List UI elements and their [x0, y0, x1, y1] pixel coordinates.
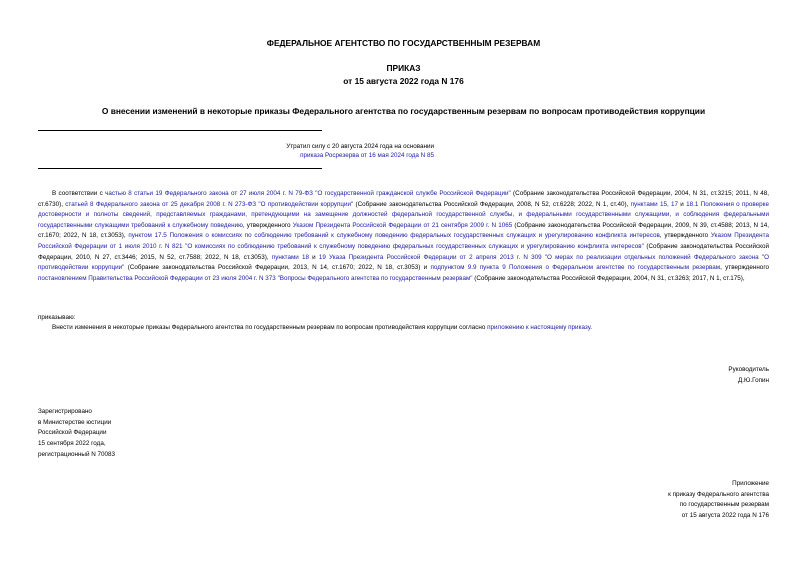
appendix-block — [668, 479, 769, 522]
document-date-heading: от 15 августа 2022 года N 176 — [343, 76, 464, 86]
point-18-1-link[interactable]: 18.1 Положения о проверке достоверности и полноты сведений, представляемых гражданами, претендующими на замещение должностей федеральной государственной службы, и федеральными государственными служащими, и соблюдения федеральными государственными служащими требований к служебному поведению — [38, 200, 769, 229]
status-note-link-line — [38, 151, 434, 160]
signatory-title: Руководитель — [728, 366, 769, 373]
signatory-name: Д.Ю.Гопин — [737, 377, 769, 384]
preamble-text: , утвержденного — [659, 232, 711, 240]
order-text-end: . — [590, 324, 592, 331]
preamble-text: В соответствии с — [52, 190, 106, 197]
appendix-line: Приложение — [732, 480, 769, 487]
appendix-link[interactable]: приложению к настоящему приказу — [487, 324, 591, 331]
agency-heading: ФЕДЕРАЛЬНОЕ АГЕНТСТВО ПО ГОСУДАРСТВЕННЫМ РЕЗЕРВАМ — [266, 38, 541, 48]
preamble-text: (Собрание законодательства Российской Федерации, 2010, N 27, ст.3446; 2015, N 52, ст.7588; 2022, N 18, ст.3053), — [38, 242, 770, 261]
subpoint-9-9-link[interactable]: подпунктом 9.9 пункта 9 Положения о Федеральном агентстве по государственным резервам — [430, 264, 721, 272]
registration-line: Зарегистрировано — [38, 408, 92, 415]
appendix-line: к приказу Федерального агентства — [668, 490, 769, 498]
repeal-order-link[interactable]: приказа Росрезерва от 16 мая 2024 года N 85 — [300, 152, 434, 159]
registration-line: 15 сентября 2022 года, — [38, 440, 106, 448]
preamble-text: и — [678, 200, 687, 208]
document-subject-heading: О внесении изменений в некоторые приказы Федерального агентства по государственным резервам по вопросам противодействия коррупции — [101, 106, 706, 116]
decree-1065-link[interactable]: Указом Президента Российской Федерации от 21 сентября 2009 г. N 1065 — [292, 221, 513, 229]
decree-309-link[interactable]: 19 Указа Президента Российской Федерации от 2 апреля 2013 г. N 309 "О мерах по реализации отдельных положений Федерального закона "О противодействии коррупции" — [38, 253, 769, 272]
registration-line: регистрационный N 70083 — [38, 450, 116, 458]
point-17-5-link[interactable]: пунктом 17.5 Положения о комиссиях по соблюдению требований к служебному поведению федеральных государственных служащих и урегулированию конфликта интересов — [128, 232, 660, 240]
preamble-text: (Собрание законодательства Российской Федерации, 2013, N 14, ст.1670; 2022, N 18, ст.3053) и — [124, 264, 431, 272]
preamble-text: (Собрание законодательства Российской Федерации, 2008, N 52, ст.6228; 2022, N 1, ст.40), — [353, 200, 631, 208]
law-79-fz-link[interactable]: частью 8 статьи 19 Федерального закона от 27 июля 2004 г. N 79-ФЗ "О государственной гражданской службе Российской Федерации" — [105, 190, 511, 197]
document-type-heading: ПРИКАЗ — [386, 63, 421, 73]
order-word: приказываю: — [38, 314, 76, 321]
resolution-373-link[interactable]: постановлением Правительства Российской Федерации от 23 июля 2004 г. N 373 "Вопросы Федерального агентства по государственным резервам" — [38, 274, 473, 282]
appendix-line: по государственным резервам — [679, 501, 769, 509]
appendix-line: от 15 августа 2022 года N 176 — [681, 512, 769, 520]
decree-821-link[interactable]: Указом Президента Российской Федерации от 1 июля 2010 г. N 821 "О комиссиях по соблюдению требований к служебному поведению федеральных государственных служащих и урегулированию конфликта интересов" — [38, 232, 769, 250]
preamble-text: , утвержденного — [242, 221, 293, 229]
preamble-text: (Собрание законодательства Российской Федерации, 2009, N 39, ст.4588; 2013, N 14, ст.1670; 2022, N 18, ст.3053), — [38, 221, 769, 240]
registration-block — [38, 407, 115, 461]
points-15-17-link[interactable]: пунктами 15, 17 — [630, 200, 679, 208]
law-273-fz-link[interactable]: статьей 8 Федерального закона от 25 декабря 2008 г. N 273-ФЗ "О противодействии коррупции" — [65, 200, 354, 208]
registration-line: в Министерстве юстиции — [38, 418, 112, 426]
points-18-link[interactable]: пунктами 18 — [271, 253, 309, 261]
order-text — [52, 323, 769, 333]
preamble-text: , утвержденного — [720, 264, 769, 272]
divider-bottom — [38, 168, 322, 169]
preamble-paragraph — [38, 189, 769, 284]
preamble-text: (Собрание законодательства Российской Федерации, 2004, N 31, ст.3215; 2011, N 48, ст.6730), — [38, 190, 769, 208]
status-note: Утратил силу с 20 августа 2024 года на основании — [286, 143, 434, 150]
divider-top — [38, 130, 322, 131]
registration-line: Российской Федерации — [38, 429, 107, 437]
preamble-text: и — [309, 253, 319, 261]
preamble-text: (Собрание законодательства Российской Федерации, 2004, N 31, ст.3263; 2017, N 1, ст.175), — [472, 274, 745, 282]
order-text-body: Внести изменения в некоторые приказы Федерального агентства по государственным резервам по вопросам противодействия коррупции согласно — [52, 324, 488, 331]
